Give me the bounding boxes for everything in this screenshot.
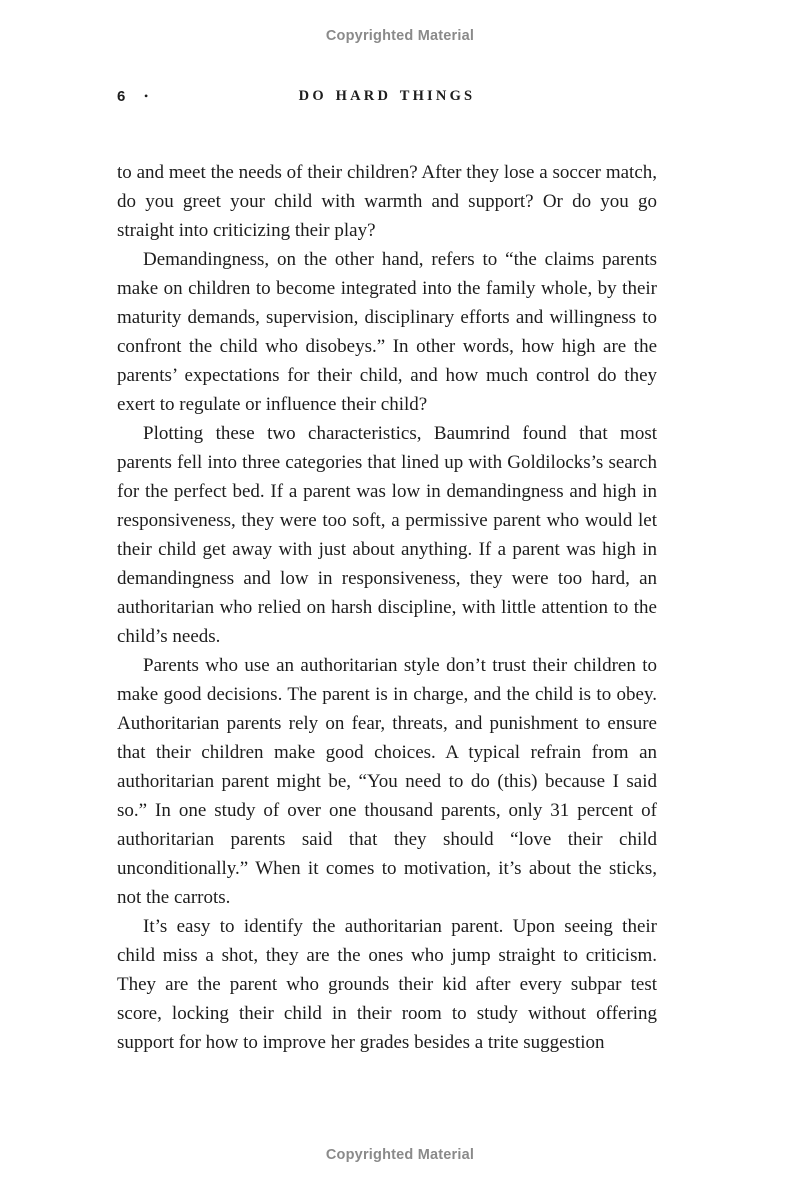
page-number: 6	[117, 88, 127, 105]
body-paragraph: Parents who use an authoritarian style don’t trust their children to make good decisions. The parent is in charge, and the child is to obey. Authoritarian parents rely on fear, threats, and punishment to ensure that their children make good choices. A typical refrain from an authoritarian parent might be, “You need to do (this) because I said so.” In one study of over one thousand parents, only 31 percent of authoritarian parents said that they should “love their child unconditionally.” When it comes to motivation, it’s about the sticks, not the carrots.	[117, 655, 657, 908]
running-title: DO HARD THINGS	[298, 88, 476, 104]
copyright-watermark-bottom: Copyrighted Material	[325, 1147, 475, 1163]
body-text-block	[117, 158, 657, 1057]
copyright-watermark-top: Copyrighted Material	[325, 28, 475, 44]
page-header	[117, 88, 657, 108]
body-paragraph: Demandingness, on the other hand, refers to “the claims parents make on children to become integrated into the family whole, by their maturity demands, supervision, disciplinary efforts and willingness to confront the child who disobeys.” In other words, how high are the parents’ expectations for their child, and how much control do they exert to regulate or influence their child?	[117, 249, 657, 415]
body-paragraph: Plotting these two characteristics, Baumrind found that most parents fell into three categories that lined up with Goldilocks’s search for the perfect bed. If a parent was low in demandingness and high in responsiveness, they were too soft, a permissive parent who would let their child get away with just about anything. If a parent was high in demandingness and low in responsiveness, they were too hard, an authoritarian who relied on harsh discipline, with little attention to the child’s needs.	[117, 423, 657, 647]
body-paragraph: It’s easy to identify the authoritarian parent. Upon seeing their child miss a shot, they are the ones who jump straight to criticism. They are the parent who grounds their kid after every subpar test score, locking their child in their room to study without offering support for how to improve her grades besides a trite suggestion	[117, 916, 657, 1053]
header-bullet: •	[144, 89, 149, 103]
body-paragraph: to and meet the needs of their children? After they lose a soccer match, do you greet your child with warmth and support? Or do you go straight into criticizing their play?	[117, 162, 657, 241]
